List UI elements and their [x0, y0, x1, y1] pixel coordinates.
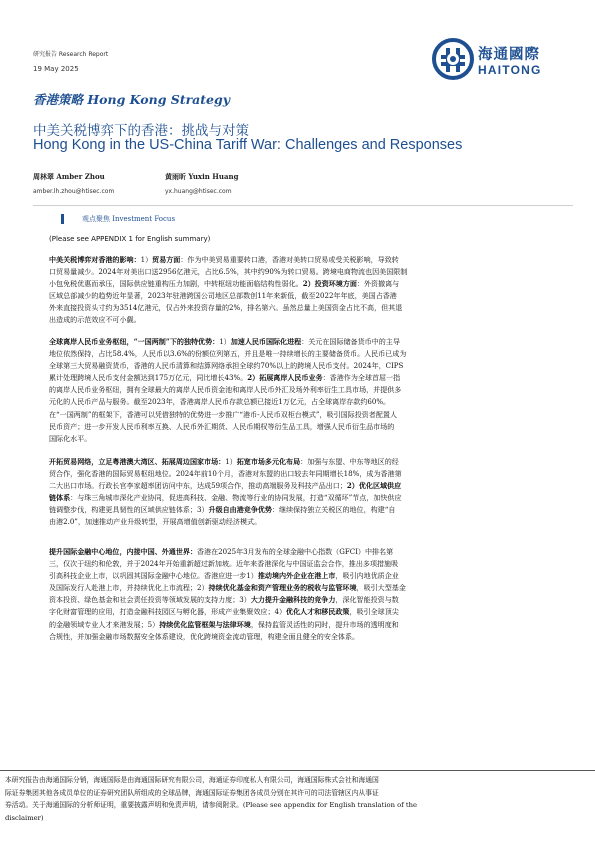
paragraph-tariff-impact: [49, 254, 575, 327]
author-email[interactable]: amber.lh.zhou@htisec.com: [33, 188, 115, 195]
text-run: 的离岸人民币业务枢纽，拥有全球最大的离岸人民币资金池和离岸人民币外汇及场外利率衍生工具市场，并提供多: [49, 385, 402, 395]
paragraph-line: [49, 348, 575, 360]
bold-run: 拓宽市场多元化布局: [236, 457, 301, 466]
text-run: 出造成的示范效应不可小觑。: [49, 315, 141, 325]
author-name: 黄雨昕 Yuxin Huang: [165, 172, 239, 181]
text-run: 全球第三大贸易融资货币，香港的人民币清算和结算网络承担全球约70%以上的跨境人民币支付。2024年，CIPS: [49, 361, 404, 371]
paragraph-line: [49, 433, 575, 445]
text-run: ：加强与东盟、中东等地区的经: [300, 457, 399, 466]
bold-run: 中美关税博弈对香港的影响：: [49, 255, 141, 264]
paragraph-line: [49, 266, 575, 278]
paragraph-line: [49, 582, 575, 594]
paragraph-line: [49, 360, 575, 372]
footer-divider: [0, 770, 595, 771]
paragraph-line: [49, 619, 575, 631]
author-email[interactable]: yx.huang@htisec.com: [165, 188, 232, 195]
text-run: 及国际发行人赴港上市，并持续优化上市流程；2）: [49, 583, 209, 593]
paragraph-line: [49, 384, 575, 396]
author-1: [33, 172, 114, 195]
text-run: 资本投资、绿色基金和社会责任投资等领域发展的支持力度；3）: [49, 595, 251, 605]
text-run: ，深化智能投资与数: [335, 595, 399, 605]
appendix-note: (Please see APPENDIX 1 for English summary): [49, 235, 211, 243]
report-title-english: Hong Kong in the US-China Tariff War: Challenges and Responses: [33, 137, 463, 153]
author-name: 周林翠 Amber Zhou: [33, 172, 105, 181]
report-type-label: 研究报告 Research Report: [33, 51, 109, 58]
paragraph-line: [49, 516, 575, 528]
bold-run: 2）投资环境方面: [302, 279, 357, 289]
disclaimer-line: disclaimer): [5, 813, 44, 822]
text-run: ：作为中美贸易重要转口港，香港对美转口贸易或受关税影响，导致转: [180, 255, 399, 264]
paragraph-rmb-hub: [49, 336, 575, 445]
text-run: ：关元在国际储备货币中的主导: [301, 337, 400, 346]
text-run: 的金融领域专业人才来港发展；5）: [49, 619, 160, 629]
paragraph-trade-network: [49, 456, 575, 529]
text-run: 口贸易量减少。2024年对美出口送2956亿港元，占比6.5%，其中约90%为转口贸易。跨境电商物流也因美国限制: [49, 267, 408, 277]
paragraph-line: [49, 456, 575, 468]
paragraph-line: [49, 631, 575, 643]
bold-run: 优化人才和移民政策: [286, 607, 350, 617]
paragraph-line: [49, 409, 575, 421]
text-run: 由港2.0”，加速推动产业升级转型，开展高增值创新驱动经济模式。: [49, 517, 262, 527]
paragraph-line: [49, 372, 575, 384]
text-run: 引高科技企业上市，以巩固其国际金融中心地位。香港应进一步1）: [49, 571, 258, 581]
paragraph-line: [49, 546, 575, 558]
paragraph-line: [49, 594, 575, 606]
haitong-logo: [432, 38, 572, 82]
text-run: 元化的人民币产品与服务。截至2023年，香港离岸人民币存款总额已接近1万亿元，占全球离岸存款约60%。: [49, 397, 391, 407]
bold-run: 推动境内外企业在港上市: [257, 571, 336, 581]
logo-english-text: HAITONG: [478, 63, 542, 77]
text-run: ，吸引大型基金: [356, 583, 406, 593]
haitong-logo-icon: [432, 38, 474, 80]
disclaimer-line: 际证券集团其他各成员单位的证券研究团队所组成的全球品牌，海通国际证券集团各成员分别在其许可的司法管辖区内从事证: [5, 788, 379, 797]
text-run: 区域总部减少的趋势近年显著，2023年驻港跨国公司地区总部数创11年来新低，截至2022年年底，美国占香港: [49, 291, 397, 301]
text-run: ：与珠三角城市深化产业协同，促进高科技、金融、物流等行业的协同发展，打造“双循环”节点，加快供应: [70, 493, 402, 503]
text-run: ：香港作为全球首屈一指: [322, 373, 401, 383]
text-run: ：继续保持独立关税区的地位，构建“自: [271, 505, 396, 515]
paragraph-line: [49, 558, 575, 570]
bold-run: 提升国际金融中心地位，内接中国、外通世界：: [49, 547, 197, 556]
text-run: 在“一国两制”的框架下，香港可以凭借独特的优势进一步推广“港币-人民币双柜台模式”，吸引国际投资者配置人: [49, 409, 397, 419]
text-run: 1）: [140, 255, 153, 264]
text-run: 香港在2025年3月发布的全球金融中心指数（GFCI）中排名第: [197, 547, 394, 556]
bold-run: 开拓贸易网络，立足粤港澳大湾区、拓展周边国家市场：: [49, 457, 226, 466]
text-run: 小包免税优惠而承压，国际供应链重构压力加剧，中转枢纽功能面临结构性弱化。: [49, 279, 303, 289]
text-run: 地位依然保持，占比58.4%，人民币以3.6%的份额位列第五，并且是唯一持续增长的主要储备货币。人民币已成为: [49, 349, 407, 359]
text-run: 1）: [219, 337, 231, 346]
paragraph-line: [49, 492, 575, 504]
report-category: 香港策略 Hong Kong Strategy: [33, 92, 231, 107]
paragraph-line: [49, 504, 575, 516]
paragraph-financial-center: [49, 546, 575, 643]
paragraph-line: [49, 606, 575, 618]
bold-run: 持续优化基金和资产管理业务的税收与监管环境: [208, 583, 357, 593]
bold-run: 贸易方面: [152, 255, 181, 264]
bold-run: 加速人民币国际化进程: [230, 337, 302, 346]
paragraph-line: [49, 254, 575, 266]
text-run: 字化财富管理的应用，打造金融科技园区与孵化器，形成产业集聚效应；4）: [49, 607, 287, 617]
focus-marker: [61, 214, 64, 224]
bold-run: 链体系: [49, 493, 71, 503]
text-run: 国际化水平。: [49, 433, 92, 443]
text-run: 累计处理跨境人民币支付金额达到175万亿元，同比增长43%。: [49, 373, 248, 383]
text-run: ：外资撤离与: [356, 279, 400, 289]
disclaimer-footer: [5, 774, 590, 824]
disclaimer-line: 券活动。关于海通国际的分析师证明，重要披露声明和免责声明，请参阅附录。(Please see appendix for English translation of the: [5, 801, 418, 809]
text-run: ，吸引全球顶尖: [349, 607, 399, 617]
text-run: 链调整步伐，构建更具韧性的区域供应链体系；3）: [49, 505, 209, 515]
paragraph-line: [49, 336, 575, 348]
text-run: ，吸引内地优质企业: [335, 571, 399, 581]
paragraph-line: [49, 290, 575, 302]
bold-run: 2）拓展离岸人民币业务: [247, 373, 323, 383]
report-title-chinese: 中美关税博弈下的香港：挑战与对策: [33, 123, 249, 139]
author-2: [165, 172, 239, 195]
paragraph-line: [49, 314, 575, 326]
paragraph-line: [49, 468, 575, 480]
text-run: 三，仅次于纽约和伦敦，并于2024年开始重新超过新加坡。近年来香港深化与中国证监会合作，推出多项措施吸: [49, 559, 399, 569]
paragraph-line: [49, 480, 575, 492]
investment-focus-label: 观点聚焦 Investment Focus: [82, 215, 176, 223]
paragraph-line: [49, 421, 575, 433]
report-date: 19 May 2025: [33, 65, 79, 73]
bold-run: 全球离岸人民币业务枢纽，“一国两制”下的独特优势：: [49, 337, 220, 346]
bold-run: 升级自由港竞争优势: [208, 505, 272, 515]
paragraph-line: [49, 396, 575, 408]
text-run: ，保持监管灵活性的同时，提升市场的透明度和: [250, 619, 399, 629]
paragraph-line: [49, 570, 575, 582]
text-run: 二大出口市场。行政长官李家超率团访问中东，达成59项合作，推动高端服务及科技产品出口；: [49, 481, 347, 491]
bold-run: 大力提升金融科技的竞争力: [250, 595, 336, 605]
header-divider: [33, 205, 573, 206]
disclaimer-line: 本研究报告由海通国际分销，海通国际是由海通国际研究有限公司，海通证券印度私人有限公司，海通国际株式会社和海通国: [5, 776, 379, 784]
text-run: 贸合作，强化香港的国际贸易枢纽地位。2024年前10个月，香港对东盟的出口较去年同期增长18%，成为香港第: [49, 469, 402, 479]
bold-run: 2）优化区域供应: [346, 481, 402, 491]
paragraph-line: [49, 302, 575, 314]
text-run: 1）: [225, 457, 237, 466]
text-run: 外来直接投资头寸约为3514亿港元，仅占外来投资存量的2%，排名第六。虽然总量上美国资金占比不高，但其退: [49, 303, 403, 313]
logo-chinese-text: 海通國際: [478, 47, 540, 63]
text-run: 合规性，并加强金融市场数据安全体系建设，优化跨境资金流动管理，构建全面且健全的安全体系。: [49, 631, 360, 641]
bold-run: 持续优化监管框架与法律环境: [159, 619, 251, 629]
paragraph-line: [49, 278, 575, 290]
text-run: 民币资产；进一步开发人民币利率互换、人民币外汇期货、人民币期权等衍生品工具，增强人民币衍生品市场的: [49, 421, 395, 431]
